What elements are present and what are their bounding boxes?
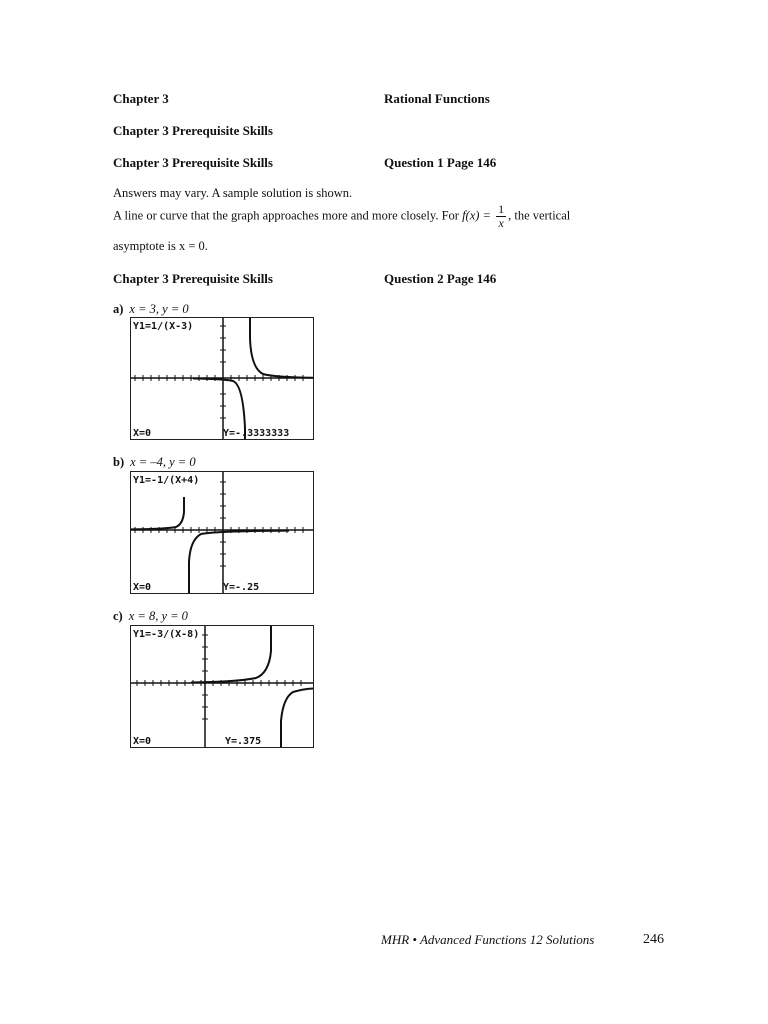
chapter-topic: Rational Functions: [384, 91, 490, 106]
q1-definition: [113, 203, 570, 230]
part-a-letter: a): [113, 302, 124, 316]
screen-c-equation: Y1=-3/(X-8): [133, 629, 200, 640]
screen-b-x-value: X=0: [133, 582, 152, 593]
footer-title: MHR • Advanced Functions 12 Solutions: [381, 932, 595, 947]
calculator-screen-b: [130, 471, 314, 594]
q1-function: f(x) =: [462, 208, 491, 223]
calculator-screen-c: [130, 625, 314, 748]
graph-c: [131, 626, 313, 747]
part-b-label: [113, 455, 196, 470]
q1-fraction-denominator: x: [498, 216, 504, 230]
screen-c-y-value: Y=.375: [225, 736, 262, 747]
screen-a-x-value: X=0: [133, 428, 152, 439]
part-a-answer: x = 3, y = 0: [129, 302, 189, 316]
screen-b-y-value: Y=-.25: [223, 582, 260, 593]
q1-label: Question 1 Page 146: [384, 155, 497, 170]
part-c-letter: c): [113, 609, 123, 623]
part-b-letter: b): [113, 455, 125, 469]
part-a-label: [113, 302, 189, 317]
q2-label: Question 2 Page 146: [384, 271, 497, 286]
page-number: 246: [643, 932, 664, 947]
screen-c-x-value: X=0: [133, 736, 152, 747]
part-c-answer: x = 8, y = 0: [128, 609, 188, 623]
chapter-label: Chapter 3: [113, 91, 169, 106]
q1-definition-text: A line or curve that the graph approaches more and more closely. For: [113, 208, 463, 223]
screen-a-y-value: Y=-.3333333: [223, 428, 290, 439]
q1-section: Chapter 3 Prerequisite Skills: [113, 155, 273, 170]
screen-b-equation: Y1=-1/(X+4): [133, 475, 200, 486]
q1-fraction: [496, 203, 506, 230]
part-c-label: [113, 609, 188, 624]
section-title: Chapter 3 Prerequisite Skills: [113, 123, 273, 138]
graph-b: [131, 472, 313, 593]
q1-fraction-numerator: 1: [498, 202, 505, 216]
graph-a: [131, 318, 313, 439]
screen-a-equation: Y1=1/(X-3): [133, 321, 194, 332]
q1-asymptote: asymptote is x = 0.: [113, 239, 208, 253]
part-b-answer: x = –4, y = 0: [130, 455, 196, 469]
calculator-screen-a: [130, 317, 314, 440]
q1-definition-end: , the vertical: [508, 208, 571, 223]
q1-intro: Answers may vary. A sample solution is shown.: [113, 186, 353, 200]
q2-section: Chapter 3 Prerequisite Skills: [113, 271, 273, 286]
